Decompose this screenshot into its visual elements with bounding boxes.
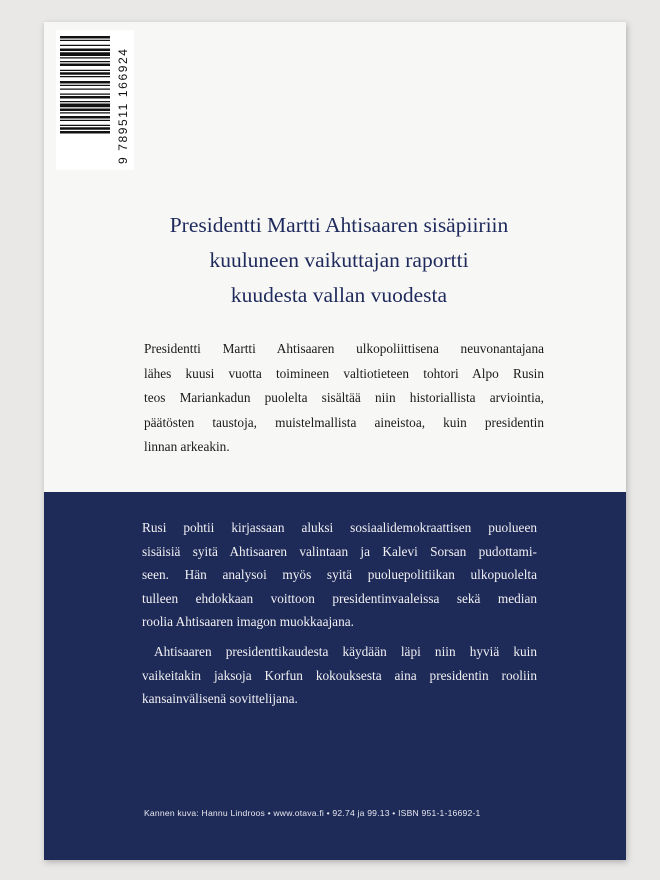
barcode-bar: [60, 96, 110, 99]
barcode-bar: [60, 131, 110, 134]
headline: [104, 208, 574, 313]
barcode-bar: [60, 89, 110, 90]
barcode-bar: [60, 57, 110, 58]
barcode-bars: [60, 34, 110, 166]
body-line: kansainvälisenä sovittelijana.: [142, 691, 298, 707]
barcode-bar: [60, 45, 110, 46]
body-line: tulleen ehdokkaan voittoon presidentinvaaleissa sekä median: [142, 590, 537, 606]
body-paragraph-1: [142, 516, 537, 634]
barcode-bar: [60, 76, 110, 77]
body-line: roolia Ahtisaaren imagon muokkaajana.: [142, 614, 354, 630]
body-text: [142, 516, 537, 711]
intro-paragraph: [144, 337, 544, 460]
barcode-bar: [60, 101, 110, 102]
barcode-bar: [60, 120, 110, 121]
headline-line: kuudesta vallan vuodesta: [230, 283, 448, 307]
body-line: seen. Hän analysoi myös syitä puoluepolitiikan ulkopuolelta: [142, 567, 537, 583]
barcode-bar: [60, 109, 110, 112]
intro-line: päätösten taustoja, muistelmallista aineistoa, kuin presidentin: [144, 414, 544, 430]
body-line: Ahtisaaren presidenttikaudesta käydään läpi niin hyviä kuin: [154, 643, 537, 659]
barcode-bar: [60, 49, 110, 52]
barcode-bar: [60, 36, 110, 39]
body-line: vaikeitakin jaksoja Korfun kokouksesta aina presidentin rooliin: [142, 667, 537, 683]
headline-line: Presidentti Martti Ahtisaaren sisäpiiriin: [169, 213, 509, 237]
intro-line: linnan arkeakin.: [144, 439, 230, 454]
barcode-bar: [60, 112, 110, 113]
credits-footer: Kannen kuva: Hannu Lindroos • www.otava.fi • 92.74 ja 99.13 • ISBN 951-1-16692-1: [144, 808, 481, 818]
intro-line: lähes kuusi vuotta toimineen valtiotieteen tohtori Alpo Rusin: [144, 365, 544, 381]
barcode-bar: [60, 81, 110, 84]
barcode-bar: [60, 94, 110, 95]
barcode-bar: [60, 72, 110, 75]
headline-line: kuuluneen vaikuttajan raportti: [209, 248, 469, 272]
barcode-bar: [60, 127, 110, 130]
barcode-bar: [60, 40, 110, 41]
intro-line: Presidentti Martti Ahtisaaren ulkopoliittisena neuvonantajana: [144, 341, 544, 356]
body-line: sisäisiä syitä Ahtisaaren valintaan ja Kalevi Sorsan pudottami-: [142, 543, 537, 559]
barcode-bar: [60, 64, 110, 67]
barcode-bar: [60, 104, 110, 108]
barcode-bar: [60, 52, 110, 56]
barcode-bar: [60, 125, 110, 126]
barcode-bar: [60, 116, 110, 119]
isbn-number: 9 789511 166924: [116, 47, 130, 164]
barcode-bar: [60, 70, 110, 71]
intro-line: teos Mariankadun puolelta sisältää niin historiallista arviointia,: [144, 390, 544, 405]
barcode-bar: [60, 61, 110, 62]
body-paragraph-2: [142, 640, 537, 711]
body-line: Rusi pohtii kirjassaan aluksi sosiaalidemokraattisen puolueen: [142, 520, 537, 535]
book-back-cover: [44, 22, 626, 860]
barcode-bar: [60, 85, 110, 86]
